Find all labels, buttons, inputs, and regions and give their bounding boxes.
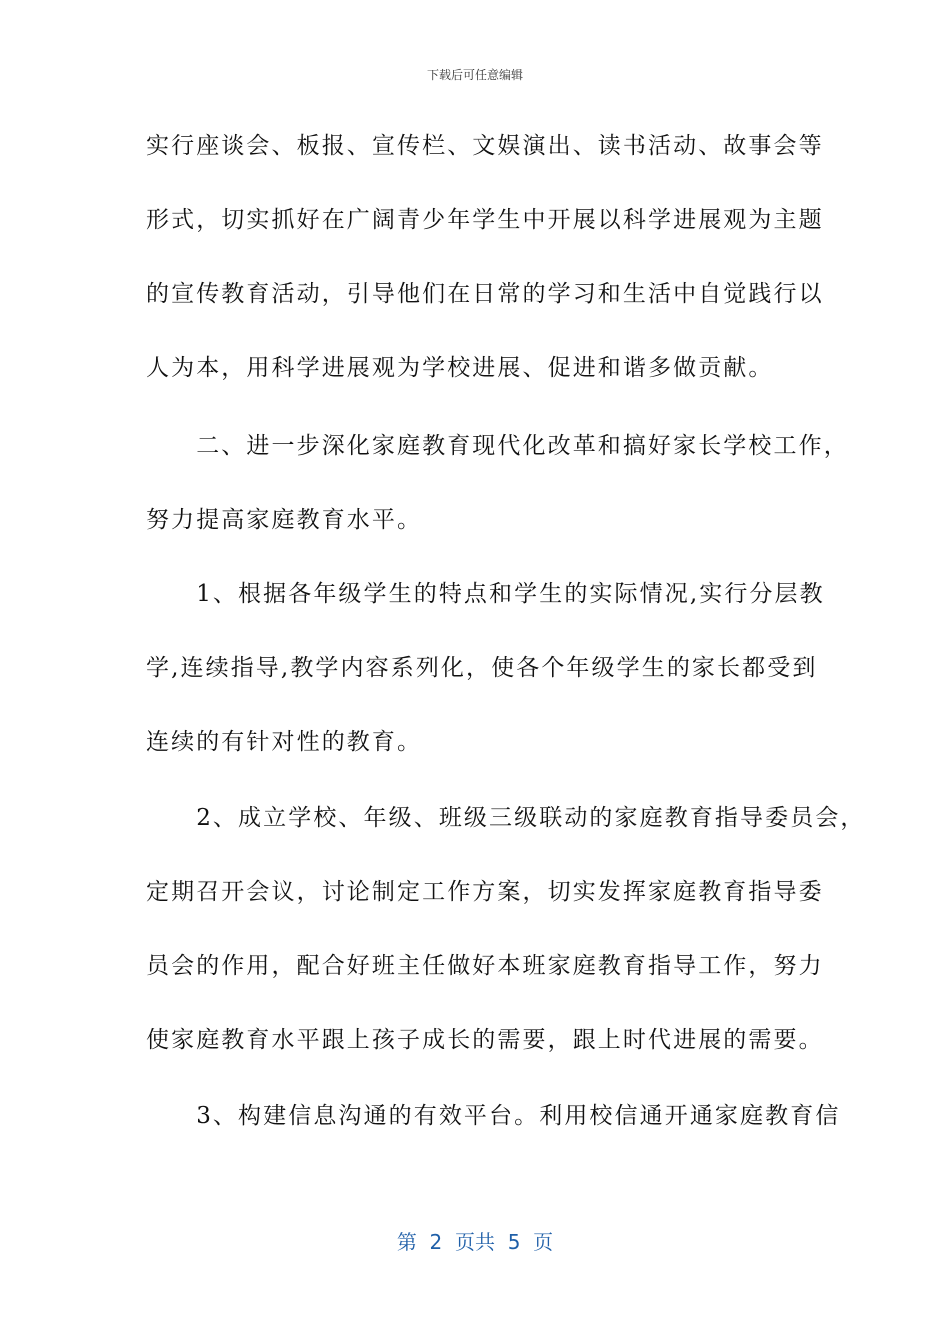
text-line: 定期召开会议，讨论制定工作方案，切实发挥家庭教育指导委	[146, 879, 824, 905]
text-line: 的宣传教育活动，引导他们在日常的学习和生活中自觉践行以	[146, 281, 824, 307]
text-line: 努力提高家庭教育水平。	[146, 507, 423, 533]
page-number-footer: 第 2 页共 5 页	[396, 1230, 554, 1254]
paragraph-first-line: 3、构建信息沟通的有效平台。利用校信通开通家庭教育信	[146, 1103, 841, 1129]
text-line: 实行座谈会、板报、宣传栏、文娱演出、读书活动、故事会等	[146, 133, 824, 159]
section-heading-line: 二、进一步深化家庭教育现代化改革和搞好家长学校工作，	[146, 433, 849, 459]
text-line: 人为本，用科学进展观为学校进展、促进和谐多做贡献。	[146, 355, 774, 381]
page-header-note: 下载后可任意编辑	[426, 68, 523, 82]
text-line: 学,连续指导,教学内容系列化，使各个年级学生的家长都受到	[146, 655, 818, 681]
text-line: 形式，切实抓好在广阔青少年学生中开展以科学进展观为主题	[146, 207, 824, 233]
paragraph-first-line: 1、根据各年级学生的特点和学生的实际情况,实行分层教	[146, 581, 825, 607]
text-line: 连续的有针对性的教育。	[146, 729, 423, 755]
text-line: 员会的作用，配合好班主任做好本班家庭教育指导工作，努力	[146, 953, 824, 979]
text-line: 使家庭教育水平跟上孩子成长的需要，跟上时代进展的需要。	[146, 1027, 824, 1053]
paragraph-first-line: 2、成立学校、年级、班级三级联动的家庭教育指导委员会，	[146, 805, 866, 831]
